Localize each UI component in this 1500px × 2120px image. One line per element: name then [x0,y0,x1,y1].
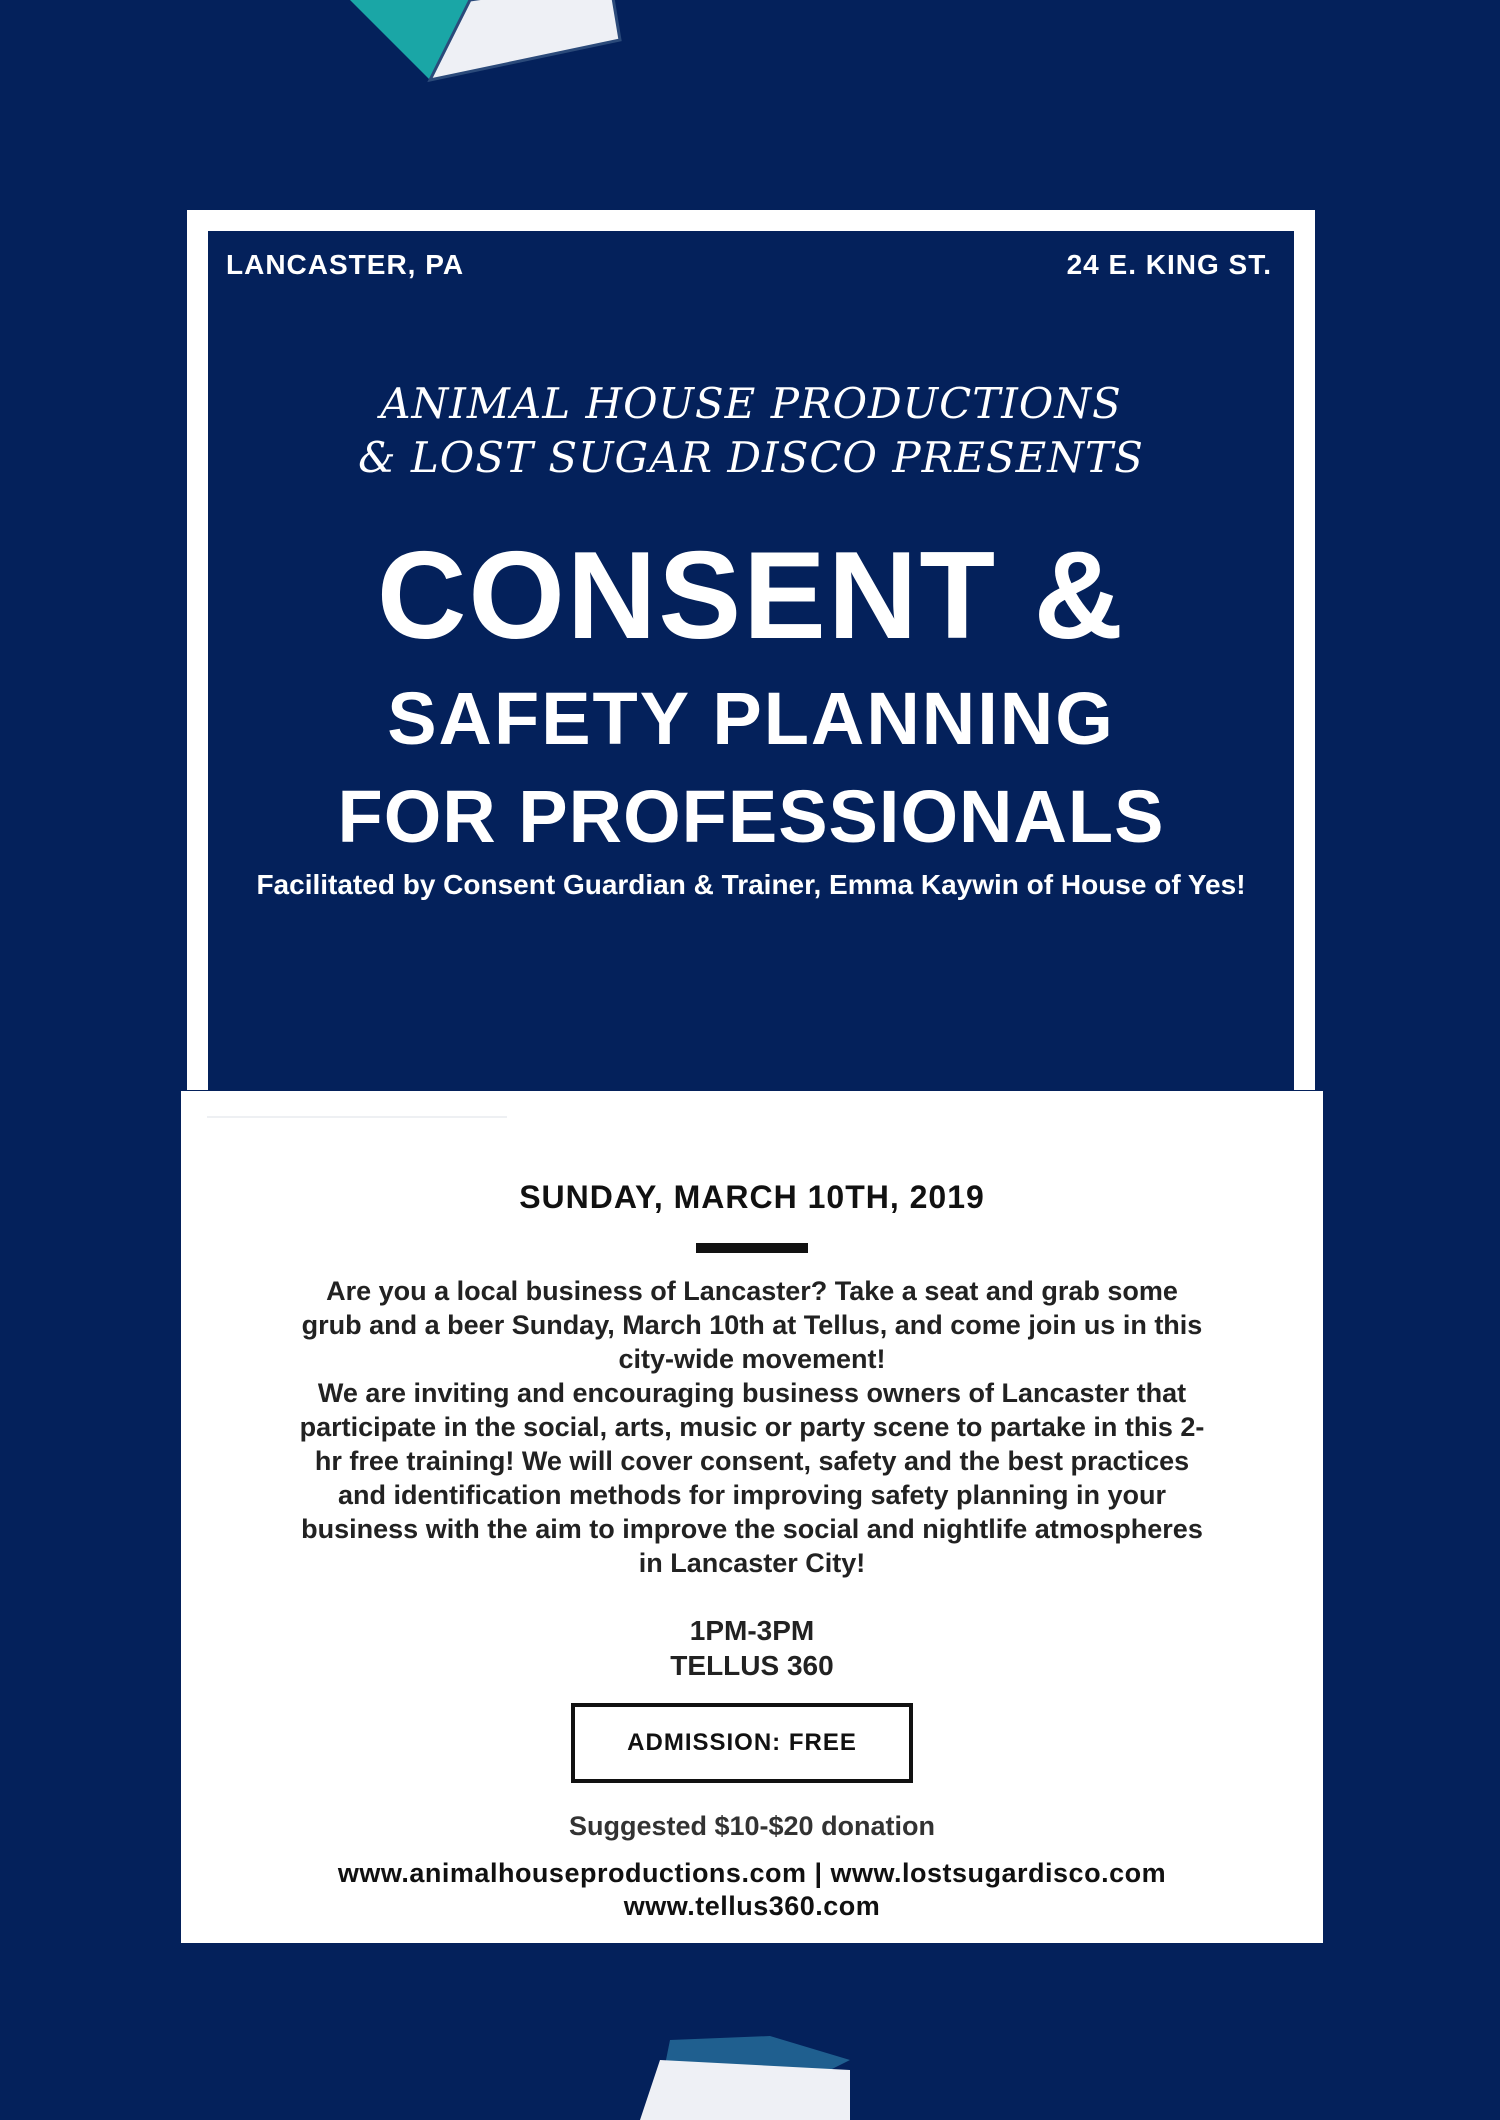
description-paragraph-1: Are you a local business of Lancaster? Take a seat and grab some grub and a beer Sunday, March 10th at Tellus, and come join us in this city-wide movement! [301,1276,1203,1374]
event-venue: TELLUS 360 [670,1650,834,1681]
decorative-shape-top [330,0,630,120]
description-paragraph-2: We are inviting and encouraging business owners of Lancaster that participate in the social, arts, music or party scene to partake in this 2-hr free training! We will cover consent, safety and the best practices and identification methods for improving safety planning in your business with the aim to improve the social and nightlife atmospheres in Lancaster City! [299,1378,1205,1578]
date-divider [696,1243,808,1253]
divider-faint [207,1116,507,1118]
donation-text: Suggested $10-$20 donation [568,1811,936,1841]
event-time-venue [181,1613,1323,1683]
presenters [208,377,1294,485]
location-address: 24 E. KING ST. [1066,249,1272,280]
title-line-3: FOR PROFESSIONALS [337,775,1165,858]
websites-line-1: www.animalhouseproductions.com | www.lostsugardisco.com [337,1858,1167,1888]
event-date: SUNDAY, MARCH 10TH, 2019 [519,1179,985,1215]
websites [181,1857,1323,1923]
title-line-1: CONSENT & [376,527,1126,665]
poster-header-panel [208,231,1294,1091]
decorative-shape-bottom [630,2030,880,2120]
facilitator-text: Facilitated by Consent Guardian & Trainer, Emma Kaywin of House of Yes! [256,869,1246,900]
event-time: 1PM-3PM [689,1615,815,1646]
presenters-line-1: ANIMAL HOUSE PRODUCTIONS [380,379,1122,428]
presenters-line-2: & LOST SUGAR DISCO PRESENTS [358,433,1144,482]
websites-line-2: www.tellus360.com [623,1891,881,1921]
poster-details-panel [181,1091,1323,1943]
event-description [293,1274,1211,1580]
location-city: LANCASTER, PA [226,249,465,280]
admission-badge: ADMISSION: FREE [571,1703,913,1783]
title-line-2: SAFETY PLANNING [387,677,1115,760]
